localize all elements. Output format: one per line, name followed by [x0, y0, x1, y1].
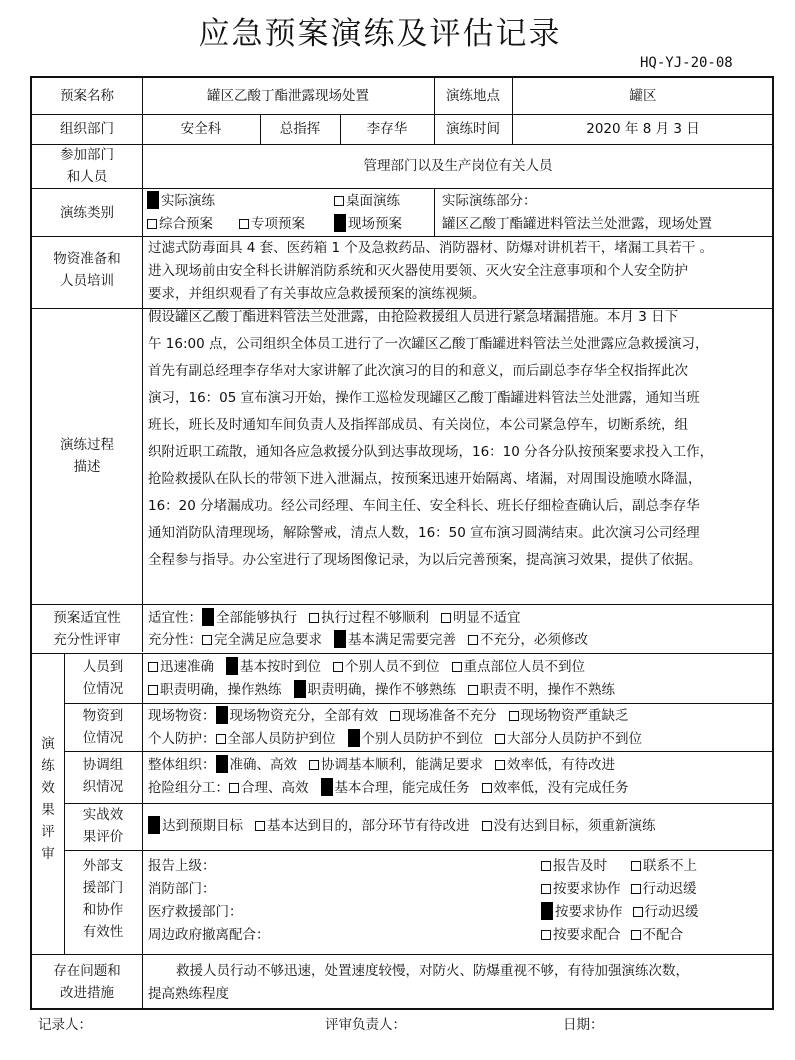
checked-box-icon[interactable]: [216, 706, 228, 724]
checkbox-icon[interactable]: [541, 861, 551, 871]
checkbox-icon[interactable]: [148, 662, 158, 672]
location-label: 演练地点: [446, 88, 500, 104]
preparation-line-3: 要求，并组织观看了有关事故应急救援预案的演练视频。: [148, 286, 486, 302]
personnel-row-2: 职责明确，操作熟练 职责明确，操作不够熟练 职责不明，操作不熟练: [148, 679, 615, 701]
coordination-row-1: 整体组织： 准确、高效 协调基本顺利，能满足要求 效率低，有待改进: [148, 757, 615, 773]
checkbox-icon[interactable]: [509, 711, 519, 721]
opt-comprehensive[interactable]: 综合预案: [147, 213, 213, 235]
coordination-row-2: 抢险组分工： 合理、高效 基本合理，能完成任务 效率低，没有完成任务: [148, 780, 629, 796]
checked-box-icon[interactable]: [216, 755, 228, 773]
time-value: 2020 年 8 月 3 日: [586, 121, 700, 137]
commander-label: 总指挥: [279, 121, 321, 137]
participants-value: 管理部门以及生产岗位有关人员: [363, 158, 553, 174]
drill-part-value: 罐区乙酸丁酯罐进料管法兰处泄露，现场处置: [442, 216, 712, 232]
reviewer-label: 评审负责人：: [325, 1017, 406, 1033]
external-support-label: 外部支 援部门 和协作 有效性: [82, 858, 124, 940]
checkbox-icon[interactable]: [255, 821, 265, 831]
checkbox-icon[interactable]: [631, 884, 641, 894]
preparation-line-2: 进入现场前由安全科长讲解消防系统和灭火器使用要领、灭火安全注意事项和个人安全防护: [148, 263, 688, 279]
effect-review-label: 演练效果评审: [41, 736, 55, 862]
checkbox-icon[interactable]: [229, 783, 239, 793]
personnel-row-1: 迅速准确 基本按时到位 个别人员不到位 重点部位人员不到位: [148, 656, 585, 678]
checked-box-icon: [147, 191, 159, 209]
checkbox-icon[interactable]: [495, 734, 505, 744]
plan-name-label: 预案名称: [60, 88, 114, 104]
fire-dept-label: 消防部门：: [148, 881, 216, 897]
adequacy-row: 充分性： 完全满足应急要求 基本满足需要完善 不充分，必须修改: [148, 632, 588, 648]
process-description: 假设罐区乙酸丁酯进料管法兰处泄露，由抢险救援组人员进行紧急堵漏措施。本月 3 日下 午 16:00 点，公司组织全体员工进行了一次罐区乙酸丁酯罐进料管法兰处泄露应急救援演习， 首先有副总经理李存华对大家讲解了此次演习的目的和意义，而后副总李存华全权指挥此次 演习，16：05 宣布演习开始，操作工巡检发现罐区乙酸丁酯罐进料管法兰处泄露，通知当班 班长，班长及时通知车间负责人及指挥部成员、有关岗位，本公司紧急停车，切断系统，组 织附近职工疏散，通知各应急救援分队到达事故现场，16：10 分各分队按预案要求投入工作， 抢险救援队在队长的带领下进入泄漏点，按预案迅速开始隔离、堵漏，对周围设施喷水降温， 16：20 分堵漏成功。经公司经理、车间主任、安全科长、班长仔细检查确认后，副总李存华 通知消防队清理现场，解除警戒，清点人数，16：50 宣布演习圆满结束。此次演习公司经理 全程参与指导。办公室进行了现场图像记录，为以后完善预案，提高演习效果，提供了依据。: [148, 309, 714, 568]
checkbox-icon[interactable]: [390, 711, 400, 721]
checked-box-icon: [334, 214, 346, 232]
personnel-label: 人员到 位情况: [82, 659, 124, 697]
materials-row-2: 个人防护： 全部人员防护到位 个别人员防护不到位 大部分人员防护不到位: [148, 731, 642, 747]
checkbox-icon[interactable]: [216, 734, 226, 744]
issues-line-2: 提高熟练程度: [148, 986, 229, 1002]
location-value: 罐区: [629, 88, 657, 104]
checkbox-icon[interactable]: [468, 635, 478, 645]
time-label: 演练时间: [446, 121, 500, 137]
effectiveness-row: 达到预期目标 基本达到目的，部分环节有待改进 没有达到目标，须重新演练: [148, 815, 656, 837]
report-superior-label: 报告上级：: [148, 858, 216, 874]
org-value: 安全科: [180, 121, 222, 137]
checkbox-icon[interactable]: [452, 662, 462, 672]
checkbox-icon[interactable]: [631, 861, 641, 871]
checkbox-icon[interactable]: [309, 613, 319, 623]
checkbox-icon[interactable]: [309, 760, 319, 770]
checked-box-icon[interactable]: [226, 657, 238, 675]
org-label: 组织部门: [60, 121, 114, 137]
checkbox-icon[interactable]: [631, 930, 641, 940]
government-label: 周边政府撤离配合：: [148, 927, 270, 943]
checkbox-icon: [334, 196, 344, 206]
opt-special[interactable]: 专项预案: [239, 213, 305, 235]
checkbox-icon[interactable]: [482, 783, 492, 793]
date-label: 日期：: [563, 1017, 604, 1033]
issues-label: 存在问题和 改进措施: [53, 963, 121, 1001]
checked-box-icon[interactable]: [148, 816, 160, 834]
checkbox-icon: [239, 219, 249, 229]
checked-box-icon[interactable]: [541, 902, 553, 920]
drill-part-label: 实际演练部分：: [442, 193, 537, 209]
drill-type-label: 演练类别: [60, 205, 114, 221]
process-label: 演练过程 描述: [60, 437, 114, 475]
record-form: [30, 76, 774, 1010]
suitability-label: 预案适宜性 充分性评审: [53, 610, 121, 648]
opt-onsite[interactable]: 现场预案: [334, 213, 402, 235]
checkbox-icon[interactable]: [441, 613, 451, 623]
participants-label: 参加部门 和人员: [60, 147, 114, 185]
checkbox-icon[interactable]: [482, 821, 492, 831]
checkbox-icon[interactable]: [468, 685, 478, 695]
checked-box-icon[interactable]: [334, 630, 346, 648]
checked-box-icon[interactable]: [294, 680, 306, 698]
materials-row-1: 现场物资： 现场物资充分，全部有效 现场准备不充分 现场物资严重缺乏: [148, 708, 629, 724]
checked-box-icon[interactable]: [321, 778, 333, 796]
checkbox-icon: [147, 219, 157, 229]
document-code: HQ-YJ-20-08: [640, 55, 733, 71]
suitability-row: 适宜性： 全部能够执行 执行过程不够顺利 明显不适宜: [148, 610, 521, 626]
checkbox-icon[interactable]: [202, 635, 212, 645]
checked-box-icon[interactable]: [202, 608, 214, 626]
medical-dept-label: 医疗救援部门：: [148, 904, 243, 920]
government-options: 按要求配合 不配合: [541, 924, 683, 946]
checked-box-icon[interactable]: [348, 729, 360, 747]
report-options: 报告及时 联系不上: [541, 855, 697, 877]
preparation-label: 物资准备和 人员培训: [53, 251, 121, 289]
page-title: 应急预案演练及评估记录: [198, 16, 562, 52]
checkbox-icon[interactable]: [333, 662, 343, 672]
opt-desk[interactable]: 桌面演练: [334, 190, 400, 212]
checkbox-icon[interactable]: [541, 930, 551, 940]
checkbox-icon[interactable]: [633, 907, 643, 917]
plan-name-value: 罐区乙酸丁酯泄露现场处置: [207, 88, 369, 104]
checkbox-icon[interactable]: [541, 884, 551, 894]
issues-line-1: 救援人员行动不够迅速，处置速度较慢，对防火、防爆重视不够，有待加强演练次数，: [176, 963, 689, 979]
opt-actual[interactable]: 实际演练: [147, 190, 215, 212]
commander-value: 李存华: [366, 121, 408, 137]
materials-label: 物资到 位情况: [82, 708, 124, 746]
fire-options: 按要求协作 行动迟缓: [541, 878, 697, 900]
effectiveness-label: 实战效 果评价: [82, 807, 124, 845]
checkbox-icon[interactable]: [148, 685, 158, 695]
medical-options: 按要求协作 行动迟缓: [541, 901, 699, 923]
coordination-label: 协调组 织情况: [82, 757, 124, 795]
recorder-label: 记录人：: [38, 1017, 92, 1033]
preparation-line-1: 过滤式防毒面具 4 套、医药箱 1 个及急救药品、消防器材、防爆对讲机若干，堵漏工具若干 。: [148, 240, 714, 256]
checkbox-icon[interactable]: [495, 760, 505, 770]
